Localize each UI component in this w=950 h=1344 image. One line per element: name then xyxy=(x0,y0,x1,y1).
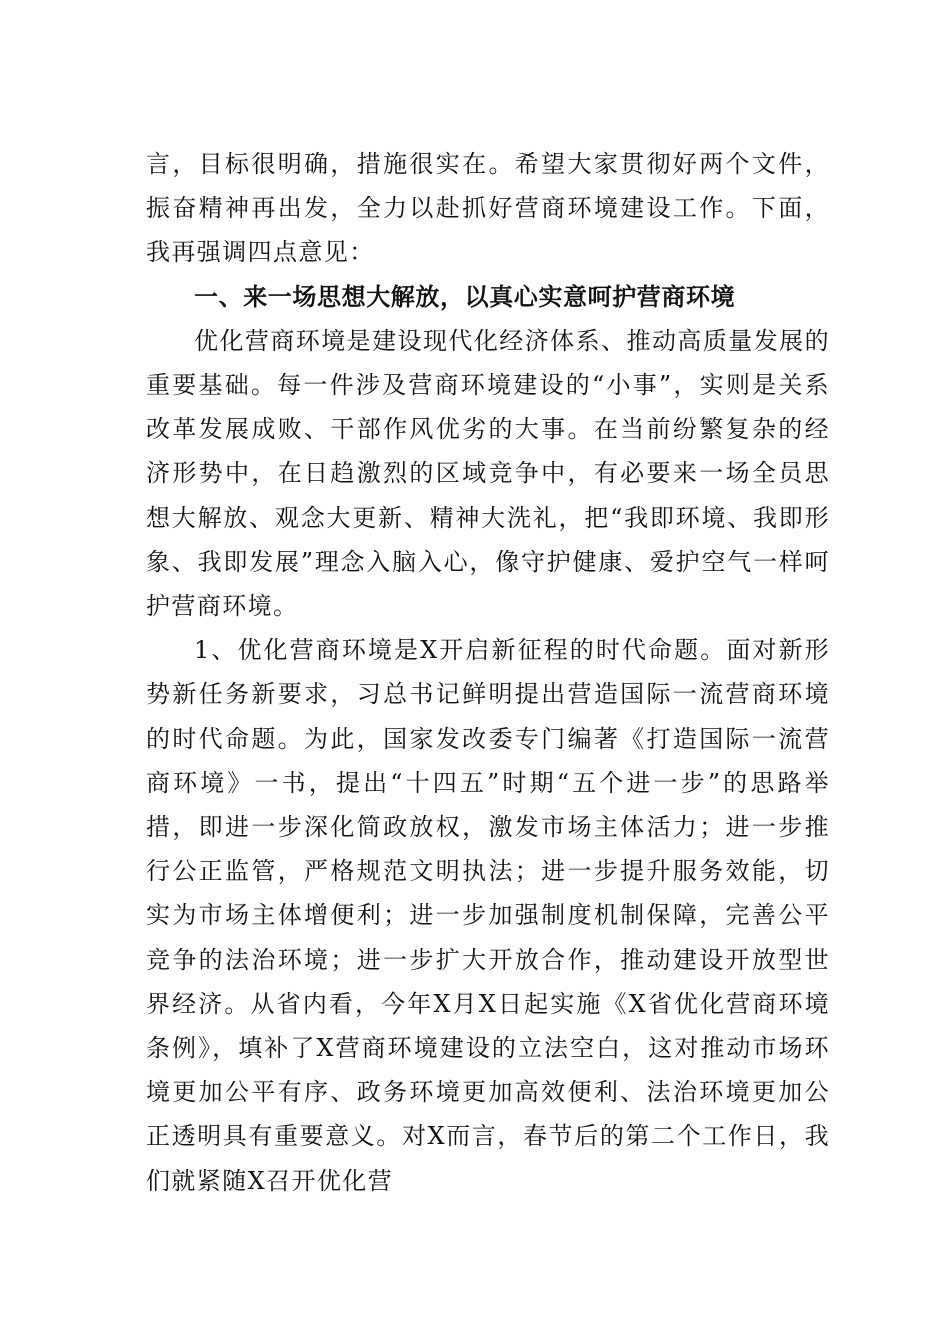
paragraph-point-1: 1、优化营商环境是X开启新征程的时代命题。面对新形势新任务新要求，习总书记鲜明提出营造国际一流营商环境的时代命题。为此，国家发改委专门编著《打造国际一流营商环境》一书，提出“十四五”时期“五个进一步”的思路举措，即进一步深化简政放权，激发市场主体活力；进一步推行公正监管，严格规范文明执法；进一步提升服务效能，切实为市场主体增便利；进一步加强制度机制保障，完善公平竞争的法治环境；进一步扩大开放合作，推动建设开放型世界经济。从省内看，今年X月X日起实施《X省优化营商环境条例》，填补了X营商环境建设的立法空白，这对推动市场环境更加公平有序、政务环境更加高效便利、法治环境更加公正透明具有重要意义。对X而言，春节后的第二个工作日，我们就紧随X召开优化营 xyxy=(146,636,830,1195)
paragraph-optimization-importance: 优化营商环境是建设现代化经济体系、推动高质量发展的重要基础。每一件涉及营商环境建设的“小事”，实则是关系改革发展成败、干部作风优劣的大事。在当前纷繁复杂的经济形势中，在日趋激烈的区域竞争中，有必要来一场全员思想大解放、观念大更新、精神大洗礼，把“我即环境、我即形象、我即发展”理念入脑入心，像守护健康、爱护空气一样呵护营商环境。 xyxy=(146,326,830,621)
document-body xyxy=(146,142,830,1203)
section-heading-1: 一、来一场思想大解放，以真心实意呵护营商环境 xyxy=(194,282,736,311)
paragraph-continuation: 言，目标很明确，措施很实在。希望大家贯彻好两个文件，振奋精神再出发，全力以赴抓好营商环境建设工作。下面，我再强调四点意见： xyxy=(146,150,830,267)
